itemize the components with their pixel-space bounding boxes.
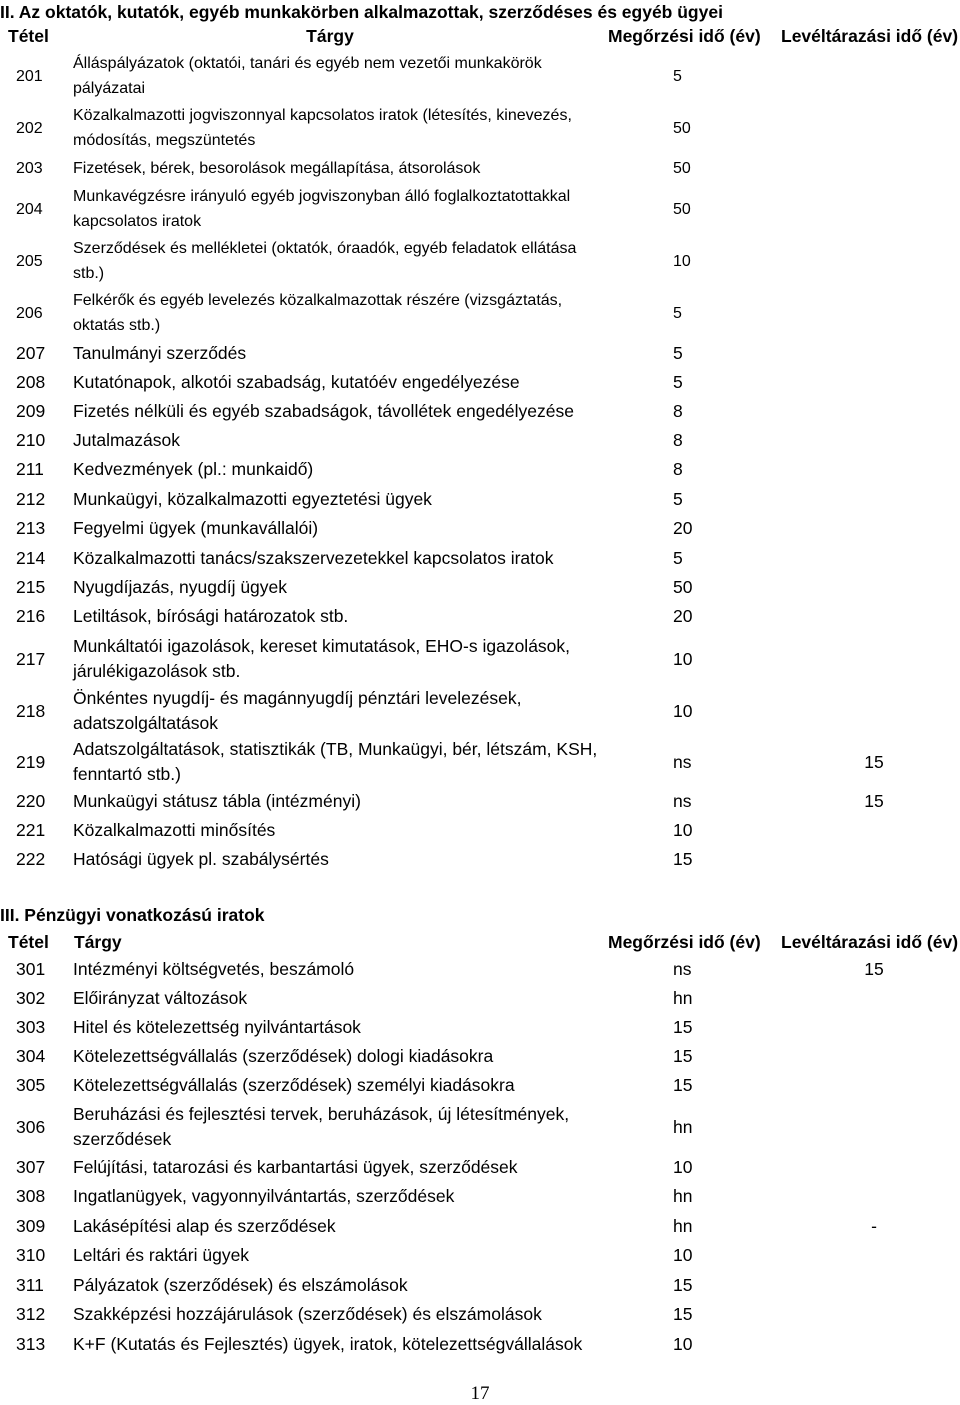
page-number: 17 [470,1383,490,1404]
row-retention: 10 [673,1245,693,1265]
row-retention: 5 [673,305,682,322]
row-subject: Munkaügyi, közalkalmazotti egyeztetési ügyek [73,489,432,509]
row-subject: Felkérők és egyéb levelezés közalkalmazottak részére (vizsgáztatás, oktatás stb.) [73,292,563,334]
row-archival: 15 [864,752,884,772]
table-row [0,634,960,684]
row-subject: Kutatónapok, alkotói szabadság, kutatóév engedélyezése [73,372,520,392]
row-retention: 15 [673,849,693,869]
row-retention: 8 [673,459,683,479]
row-retention: hn [673,1216,693,1236]
row-subject: Leltári és raktári ügyek [73,1245,250,1265]
row-subject: Előirányzat változások [73,988,248,1008]
row-archival: 15 [864,791,884,811]
row-retention: 5 [673,343,683,363]
row-number: 308 [16,1186,46,1206]
row-retention: 20 [673,606,693,626]
row-retention: 50 [673,160,691,177]
row-number: 312 [16,1304,46,1324]
row-subject: Lakásépítési alap és szerződések [73,1216,336,1236]
row-number: 213 [16,518,46,538]
row-retention: hn [673,988,693,1008]
row-number: 206 [16,305,43,322]
table-row [0,103,960,153]
row-retention: 15 [673,1304,693,1324]
section-2-header-row [0,23,960,49]
row-subject: Fizetés nélküli és egyéb szabadságok, távollétek engedélyezése [73,401,575,421]
row-retention: 50 [673,120,691,137]
row-retention: 5 [673,548,683,568]
row-subject: Szakképzési hozzájárulások (szerződések) és elszámolások [73,1304,542,1324]
row-subject: Hatósági ügyek pl. szabálysértés [73,849,329,869]
row-retention: hn [673,1117,693,1137]
row-number: 217 [16,649,46,669]
row-retention: 15 [673,1075,693,1095]
row-number: 307 [16,1157,46,1177]
row-subject: Intézményi költségvetés, beszámoló [73,959,355,979]
row-retention: 20 [673,518,693,538]
row-subject: Hitel és kötelezettség nyilvántartások [73,1017,361,1037]
row-subject: Közalkalmazotti tanács/szakszervezetekkel kapcsolatos iratok [73,548,554,568]
table-row [0,288,960,338]
row-number: 207 [16,343,46,363]
row-subject: Pályázatok (szerződések) és elszámolások [73,1275,408,1295]
header-targy: Tárgy [306,26,354,46]
row-subject: Munkavégzésre irányuló egyéb jogviszonyban álló foglalkoztatottakkal kapcsolatos iratok [73,188,571,230]
row-retention: 5 [673,68,682,85]
row-number: 310 [16,1245,46,1265]
row-retention: 5 [673,489,683,509]
row-subject: Nyugdíjazás, nyugdíj ügyek [73,577,288,597]
row-archival: - [871,1216,877,1236]
row-number: 302 [16,988,46,1008]
row-subject: Letiltások, bírósági határozatok stb. [73,606,349,626]
row-number: 210 [16,430,46,450]
row-number: 208 [16,372,46,392]
row-retention: 8 [673,401,683,421]
row-number: 301 [16,959,46,979]
row-number: 211 [16,459,44,479]
row-subject: Tanulmányi szerződés [73,343,247,363]
row-number: 201 [16,68,43,85]
row-number: 306 [16,1117,46,1137]
row-subject: Álláspályázatok (oktatói, tanári és egyéb nem vezetői munkakörök pályázatai [73,55,542,97]
row-retention: 50 [673,201,691,218]
row-archival: 15 [864,959,884,979]
row-retention: 10 [673,649,693,669]
row-subject: Kedvezmények (pl.: munkaidő) [73,459,314,479]
header-leveltarazasi-ido: Levéltárazási idő (év) [781,932,959,952]
row-number: 216 [16,606,46,626]
table-row [0,184,960,234]
row-number: 303 [16,1017,46,1037]
row-retention: 10 [673,701,693,721]
table-row [0,686,960,736]
row-number: 305 [16,1075,46,1095]
table-row [0,737,960,787]
header-targy: Tárgy [74,932,122,952]
row-subject: K+F (Kutatás és Fejlesztés) ügyek, iratok, kötelezettségvállalások [73,1334,583,1354]
row-subject: Fegyelmi ügyek (munkavállalói) [73,518,319,538]
row-subject: Szerződések és mellékletei (oktatók, óraadók, egyéb feladatok ellátása stb.) [73,240,577,282]
row-retention: 15 [673,1046,693,1066]
row-subject: Adatszolgáltatások, statisztikák (TB, Munkaügyi, bér, létszám, KSH, fenntartó stb.) [73,739,598,784]
header-leveltarazasi-ido: Levéltárazási idő (év) [781,26,959,46]
row-subject: Fizetések, bérek, besorolások megállapítása, átsorolások [73,160,481,177]
section-3-header-row [0,929,960,955]
row-retention: 10 [673,820,693,840]
row-subject: Közalkalmazotti jogviszonnyal kapcsolatos iratok (létesítés, kinevezés, módosítás, megszüntetés [73,107,572,149]
row-number: 215 [16,577,46,597]
row-number: 202 [16,120,43,137]
row-retention: ns [673,959,692,979]
row-subject: Önkéntes nyugdíj- és magánnyugdíj pénztári levelezések, adatszolgáltatások [73,688,522,733]
row-number: 311 [16,1275,44,1295]
row-number: 309 [16,1216,46,1236]
row-retention: 10 [673,253,691,270]
row-retention: 15 [673,1275,693,1295]
row-subject: Beruházási és fejlesztési tervek, beruházások, új létesítmények, szerződések [73,1104,570,1149]
row-retention: 5 [673,372,683,392]
section-2-title: II. Az oktatók, kutatók, egyéb munkakörben alkalmazottak, szerződéses és egyéb ügyei [0,2,723,22]
row-subject: Felújítási, tatarozási és karbantartási ügyek, szerződések [73,1157,518,1177]
row-number: 203 [16,160,43,177]
row-number: 205 [16,253,43,270]
row-number: 313 [16,1334,46,1354]
header-tetel: Tétel [8,26,49,46]
table-row [0,1102,960,1152]
row-number: 220 [16,791,46,811]
row-retention: 15 [673,1017,693,1037]
row-number: 221 [16,820,46,840]
header-megorzesi-ido: Megőrzési idő (év) [608,26,761,46]
row-subject: Ingatlanügyek, vagyonnyilvántartás, szerződések [73,1186,455,1206]
row-subject: Kötelezettségvállalás (szerződések) személyi kiadásokra [73,1075,515,1095]
row-retention: ns [673,752,692,772]
row-number: 212 [16,489,46,509]
row-retention: ns [673,791,692,811]
row-retention: hn [673,1186,693,1206]
table-row [0,51,960,101]
row-number: 218 [16,701,46,721]
row-number: 209 [16,401,46,421]
section-3-title: III. Pénzügyi vonatkozású iratok [0,905,265,925]
row-number: 304 [16,1046,46,1066]
row-subject: Munkáltatói igazolások, kereset kimutatások, EHO-s igazolások, járulékigazolások stb. [73,636,571,681]
row-subject: Közalkalmazotti minősítés [73,820,276,840]
row-number: 204 [16,201,43,218]
row-subject: Jutalmazások [73,430,180,450]
header-megorzesi-ido: Megőrzési idő (év) [608,932,761,952]
row-retention: 8 [673,430,683,450]
row-number: 222 [16,849,46,869]
row-retention: 10 [673,1157,693,1177]
row-subject: Kötelezettségvállalás (szerződések) dologi kiadásokra [73,1046,494,1066]
row-retention: 10 [673,1334,693,1354]
table-row [0,236,960,286]
row-subject: Munkaügyi státusz tábla (intézményi) [73,791,361,811]
row-retention: 50 [673,577,693,597]
row-number: 214 [16,548,46,568]
header-tetel: Tétel [8,932,49,952]
row-number: 219 [16,752,46,772]
